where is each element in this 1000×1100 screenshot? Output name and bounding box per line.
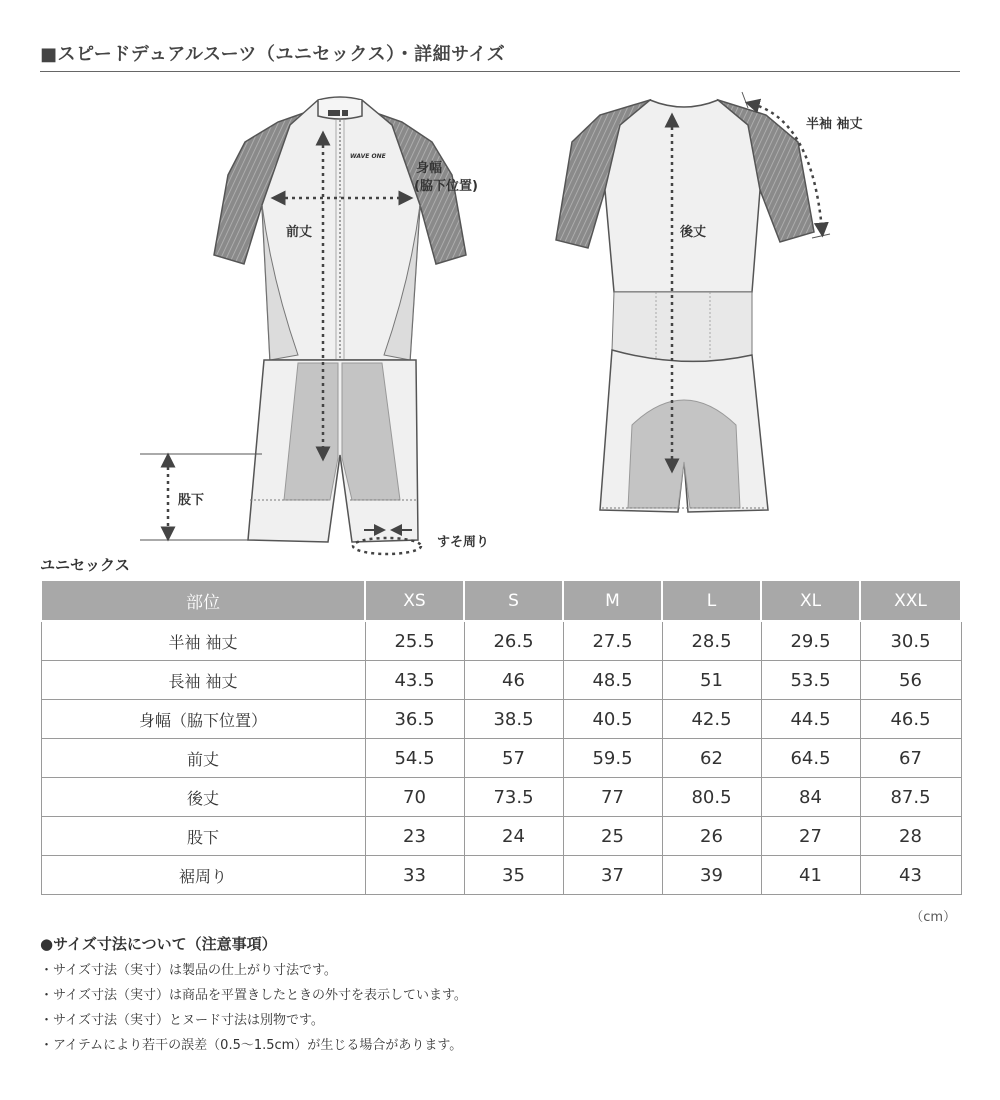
cell: 42.5	[662, 700, 761, 739]
title-divider	[40, 71, 960, 72]
header-xl: XL	[761, 580, 860, 621]
header-l: L	[662, 580, 761, 621]
cell: 67	[860, 739, 961, 778]
cell: 26.5	[464, 621, 563, 661]
cell: 39	[662, 856, 761, 895]
back-chamois	[628, 400, 740, 508]
cell: 87.5	[860, 778, 961, 817]
cell: 27.5	[563, 621, 662, 661]
cell: 28	[860, 817, 961, 856]
label-hem: すそ周り	[437, 535, 490, 550]
cell: 35	[464, 856, 563, 895]
notes-list	[40, 962, 467, 1062]
header-xxl: XXL	[860, 580, 961, 621]
table-row	[41, 700, 961, 739]
cell: 51	[662, 661, 761, 700]
table-row	[41, 661, 961, 700]
cell: 43.5	[365, 661, 464, 700]
cell: 38.5	[464, 700, 563, 739]
table-row	[41, 778, 961, 817]
cell: 37	[563, 856, 662, 895]
cell: 70	[365, 778, 464, 817]
label-inseam: 股下	[178, 493, 205, 508]
cell: 46	[464, 661, 563, 700]
note-item: ・サイズ寸法（実寸）は製品の仕上がり寸法です。	[40, 963, 337, 978]
section-heading-unisex: ユニセックス	[40, 556, 130, 574]
cell: 23	[365, 817, 464, 856]
header-m: M	[563, 580, 662, 621]
note-item: ・アイテムにより若干の誤差（0.5〜1.5cm）が生じる場合があります。	[40, 1038, 463, 1053]
cell: 46.5	[860, 700, 961, 739]
cell: 24	[464, 817, 563, 856]
cell: 26	[662, 817, 761, 856]
page-title: ■スピードデュアルスーツ（ユニセックス）・詳細サイズ	[40, 44, 506, 65]
back-waist-panel	[612, 292, 752, 361]
cell: 44.5	[761, 700, 860, 739]
notes-heading: ●サイズ寸法について（注意事項）	[40, 935, 277, 953]
cell: 27	[761, 817, 860, 856]
cell: 53.5	[761, 661, 860, 700]
header-s: S	[464, 580, 563, 621]
note-item: ・サイズ寸法（実寸）とヌード寸法は別物です。	[40, 1013, 324, 1028]
cell: 25	[563, 817, 662, 856]
cell: 77	[563, 778, 662, 817]
front-logo: WAVE ONE	[350, 153, 386, 160]
cell: 59.5	[563, 739, 662, 778]
cell: 36.5	[365, 700, 464, 739]
cell: 28.5	[662, 621, 761, 661]
back-torso	[605, 100, 760, 292]
row-part: 股下	[41, 817, 365, 856]
table-row	[41, 817, 961, 856]
table-row	[41, 621, 961, 661]
label-front-length: 前丈	[286, 225, 313, 240]
back-suit	[556, 100, 814, 512]
cell: 56	[860, 661, 961, 700]
row-part: 後丈	[41, 778, 365, 817]
cell: 29.5	[761, 621, 860, 661]
row-part: 前丈	[41, 739, 365, 778]
cell: 84	[761, 778, 860, 817]
table-header-row	[41, 580, 961, 621]
cell: 73.5	[464, 778, 563, 817]
label-back-length: 後丈	[680, 225, 707, 240]
label-chest-sub: (脇下位置)	[414, 179, 478, 194]
row-part: 裾周り	[41, 856, 365, 895]
cell: 64.5	[761, 739, 860, 778]
cell: 25.5	[365, 621, 464, 661]
cell: 80.5	[662, 778, 761, 817]
cell: 54.5	[365, 739, 464, 778]
label-sleeve: 半袖 袖丈	[806, 117, 863, 132]
row-part: 半袖 袖丈	[41, 621, 365, 661]
row-part: 身幅（脇下位置）	[41, 700, 365, 739]
cell: 62	[662, 739, 761, 778]
suit-diagram	[0, 80, 1000, 560]
cell: 43	[860, 856, 961, 895]
table-row	[41, 739, 961, 778]
unit-label: （cm）	[910, 910, 956, 925]
label-chest: 身幅	[416, 161, 443, 176]
cell: 48.5	[563, 661, 662, 700]
cell: 40.5	[563, 700, 662, 739]
cell: 57	[464, 739, 563, 778]
cell: 33	[365, 856, 464, 895]
table-row	[41, 856, 961, 895]
note-item: ・サイズ寸法（実寸）は商品を平置きしたときの外寸を表示しています。	[40, 988, 467, 1003]
row-part: 長袖 袖丈	[41, 661, 365, 700]
cell: 30.5	[860, 621, 961, 661]
size-table	[40, 579, 962, 895]
header-part: 部位	[41, 580, 365, 621]
cell: 41	[761, 856, 860, 895]
header-xs: XS	[365, 580, 464, 621]
